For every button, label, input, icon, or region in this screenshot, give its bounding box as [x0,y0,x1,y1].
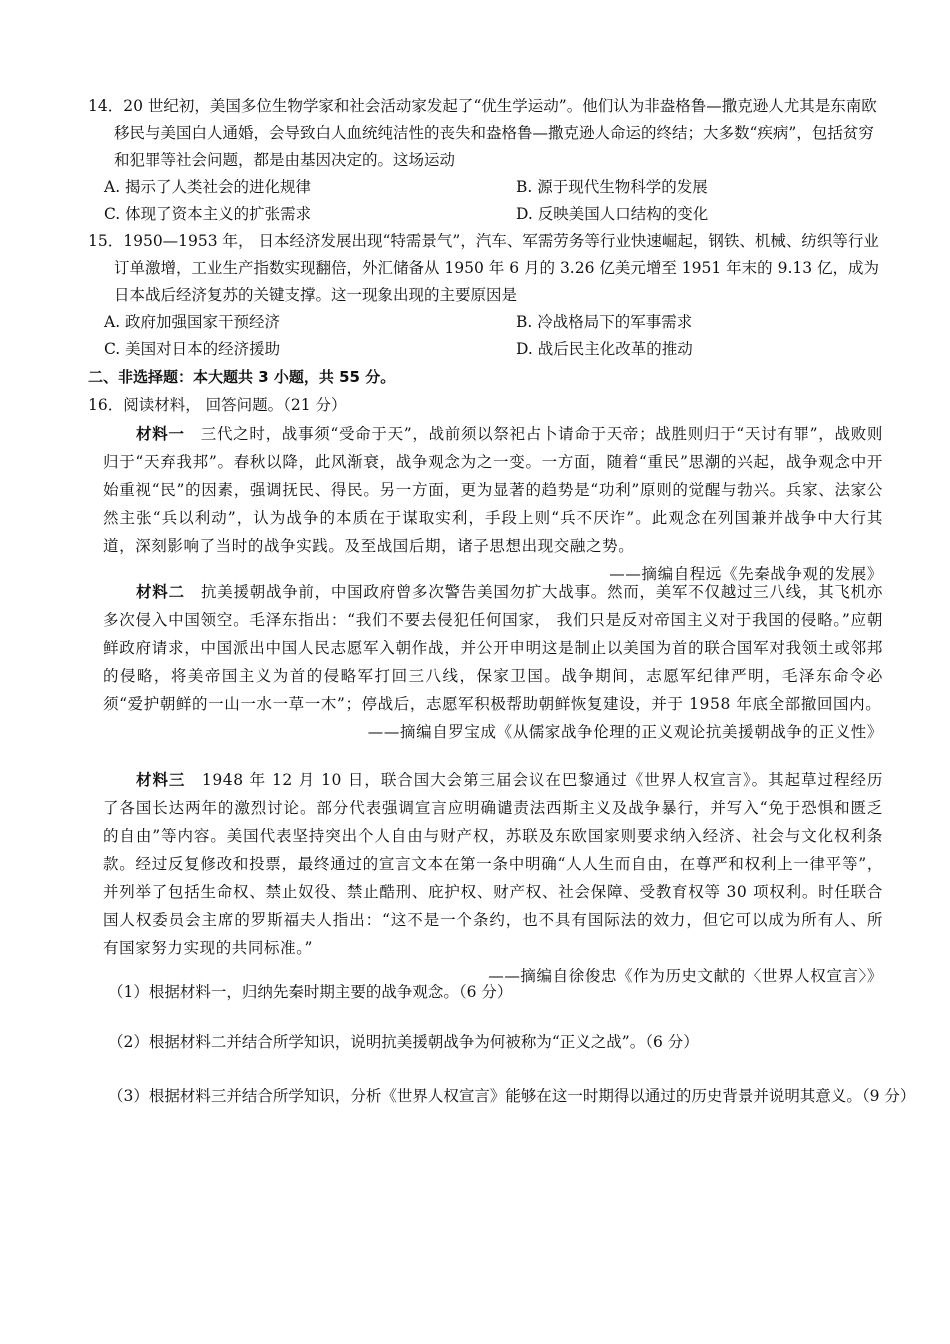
material-text: 三代之时，战事须“受命于天”，战前须以祭祀占卜请命于天帝；战胜则归于“天讨有罪”，战败则归于“天弃我邦”。春秋以降，此风渐衰，战争观念为之一变。一方面，随着“重民”思潮的兴起，战争观念中开始重视“民”的因素，强调抚民、得民。另一方面，更为显著的趋势是“功利”原则的觉醒与勃兴。兵家、法家公然主张“兵以利动”，认为战争的本质在于谋取实利，手段上则“兵不厌诈”。此观念在列国兼并战争中大行其道，深刻影响了当时的战争实践。及至战国后期，诸子思想出现交融之势。 [103,425,883,555]
material-one [103,420,883,588]
question-stem [88,228,888,309]
material-source: ——摘编自徐俊忠《作为历史文献的〈世界人权宣言〉》 [488,967,883,985]
options [88,309,888,363]
question-stem [88,93,888,174]
subquestion-2: （2）根据材料二并结合所学知识，说明抗美援朝战争为何被称为“正义之战”。（6 分） [108,1033,699,1051]
question-15 [88,228,888,363]
material-three [103,766,883,990]
material-paragraph [103,766,883,962]
material-label: 材料一 [136,425,185,443]
question-14 [88,93,888,228]
material-source: ——摘编自程远《先秦战争观的发展》 [609,565,883,583]
option-a[interactable]: A. 政府加强国家干预经济 [104,313,281,331]
question-number: 14． [88,97,124,115]
material-paragraph [103,578,883,718]
option-b[interactable]: B. 冷战格局下的军事需求 [516,313,693,331]
material-text: 1948 年 12 月 10 日，联合国大会第三届会议在巴黎通过《世界人权宣言》。其起草过程经历了各国长达两年的激烈讨论。部分代表强调宣言应明确谴责法西斯主义及战争暴行，并写入“免于恐惧和匮乏的自由”等内容。美国代表坚持突出个人自由与财产权，苏联及东欧国家则要求纳入经济、社会与文化权利条款。经过反复修改和投票，最终通过的宣言文本在第一条中明确“人人生而自由，在尊严和权利上一律平等”，并列举了包括生命权、禁止奴役、禁止酷刑、庇护权、财产权、社会保障、受教育权等 30 项权利。时任联合国人权委员会主席的罗斯福夫人指出：“这不是一个条约，也不具有国际法的效力，但它可以成为所有人、所有国家努力实现的共同标准。” [103,771,883,957]
material-source: ——摘编自罗宝成《从儒家战争伦理的正义观论抗美援朝战争的正义性》 [367,723,883,741]
question-number: 15． [88,232,124,250]
question-stem-text: 1950—1953 年， 日本经济发展出现“特需景气”，汽车、军需劳务等行业快速崛起，钢铁、机械、纺织等行业订单激增，工业生产指数实现翻倍，外汇储备从 1950 年 6 月的 3.26 亿美元增至 1951 年末的 9.13 亿，成为日本战后经济复苏的关键支撑。这一现象出现的主要原因是 [114,232,880,304]
material-label: 材料二 [136,583,185,601]
material-paragraph [103,420,883,560]
option-a[interactable]: A. 揭示了人类社会的进化规律 [104,178,312,196]
option-d[interactable]: D. 反映美国人口结构的变化 [516,205,709,223]
question-stem-text: 20 世纪初，美国多位生物学家和社会活动家发起了“优生学运动”。他们认为非盎格鲁—撒克逊人尤其是东南欧移民与美国白人通婚，会导致白人血统纯洁性的丧失和盎格鲁—撒克逊人命运的终结；大多数“疾病”，包括贫穷和犯罪等社会问题，都是由基因决定的。这场运动 [114,97,877,169]
question-16-header: 16．阅读材料， 回答问题。（21 分） [88,396,347,414]
material-label: 材料三 [136,771,186,789]
material-two [103,578,883,746]
options [88,174,888,228]
option-c[interactable]: C. 体现了资本主义的扩张需求 [104,205,312,223]
material-text: 抗美援朝战争前，中国政府曾多次警告美国勿扩大战事。然而，美军不仅越过三八线，其飞机亦多次侵入中国领空。毛泽东指出：“我们不要去侵犯任何国家， 我们只是反对帝国主义对于我国的侵略。”应朝鲜政府请求，中国派出中国人民志愿军入朝作战，并公开申明这是制止以美国为首的联合国军对我领土或邻邦的侵略，将美帝国主义为首的侵略军打回三八线，保家卫国。战争期间，志愿军纪律严明，毛泽东命令必须“爱护朝鲜的一山一水一草一木”；停战后，志愿军积极帮助朝鲜恢复建设，并于 1958 年底全部撤回国内。 [103,583,883,713]
subquestion-1: （1）根据材料一，归纳先秦时期主要的战争观念。（6 分） [108,983,513,1001]
subquestion-3: （3）根据材料三并结合所学知识，分析《世界人权宣言》能够在这一时期得以通过的历史背景并说明其意义。（9 分） [108,1087,916,1105]
section-title: 二、非选择题：本大题共 3 小题，共 55 分。 [88,368,396,386]
option-c[interactable]: C. 美国对日本的经济援助 [104,340,281,358]
option-d[interactable]: D. 战后民主化改革的推动 [516,340,693,358]
option-b[interactable]: B. 源于现代生物科学的发展 [516,178,708,196]
